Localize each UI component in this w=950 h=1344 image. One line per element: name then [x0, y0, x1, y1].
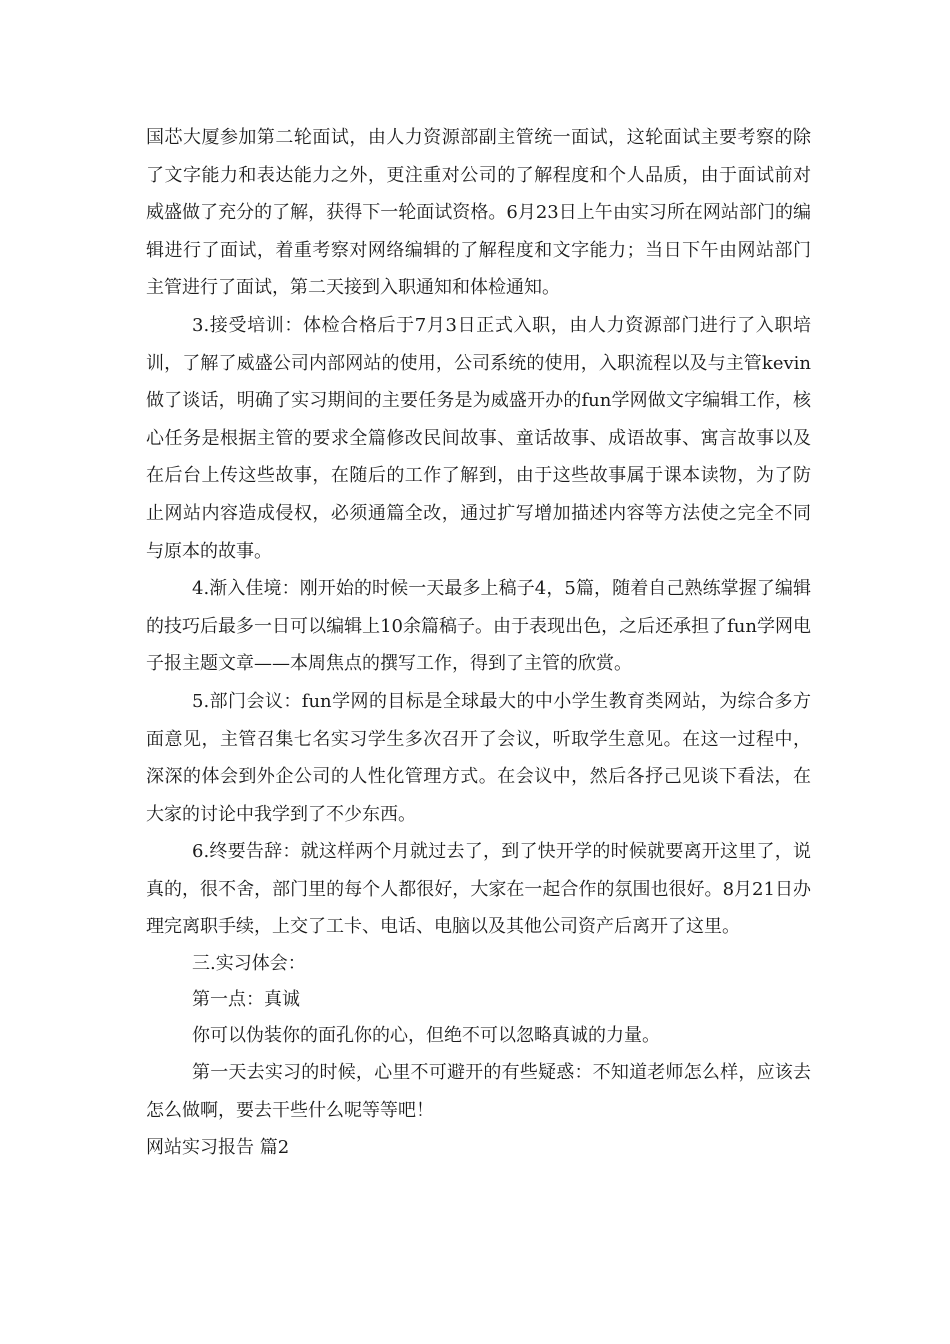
paragraph-meeting: 5.部门会议：fun学网的目标是全球最大的中小学生教育类网站，为综合多方面意见，主管召集七名实习学生多次召开了会议，听取学生意见。在这一过程中，深深的体会到外企公司的人性化管理方式。在会议中，然后各抒己见谈下看法，在大家的讨论中我学到了不少东西。	[146, 690, 811, 825]
paragraph-farewell: 6.终要告辞：就这样两个月就过去了，到了快开学的时候就要离开这里了，说真的，很不舍，部门里的每个人都很好，大家在一起合作的氛围也很好。8月21日办理完离职手续，上交了工卡、电话、电脑以及其他公司资产后离开了这里。	[146, 841, 811, 938]
subheading-sincerity: 第一点：真诚	[192, 989, 300, 1011]
paragraph-first-day: 第一天去实习的时候，心里不可避开的有些疑惑：不知道老师怎么样，应该去怎么做啊，要去干些什么呢等等吧！	[146, 1062, 811, 1121]
section-heading-experience: 三.实习体会：	[192, 953, 306, 975]
paragraph-interview: 国芯大厦参加第二轮面试，由人力资源部副主管统一面试，这轮面试主要考察的除了文字能力和表达能力之外，更注重对公司的了解程度和个人品质，由于面试前对威盛做了充分的了解，获得下一轮面试资格。6月23日上午由实习所在网站部门的编辑进行了面试，着重考察对网络编辑的了解程度和文字能力；当日下午由网站部门主管进行了面试，第二天接到入职通知和体检通知。	[146, 127, 811, 299]
paragraph-progress: 4.渐入佳境：刚开始的时候一天最多上稿子4，5篇，随着自己熟练掌握了编辑的技巧后最多一日可以编辑上10余篇稿子。由于表现出色，之后还承担了fun学网电子报主题文章——本周焦点的撰写工作，得到了主管的欣赏。	[146, 578, 811, 675]
section-title-report-2: 网站实习报告 篇2	[146, 1137, 290, 1159]
paragraph-training: 3.接受培训：体检合格后于7月3日正式入职，由人力资源部门进行了入职培训，了解了威盛公司内部网站的使用，公司系统的使用，入职流程以及与主管kevin做了谈话，明确了实习期间的主要任务是为威盛开办的fun学网做文字编辑工作，核心任务是根据主管的要求全篇修改民间故事、童话故事、成语故事、寓言故事以及在后台上传这些故事，在随后的工作了解到，由于这些故事属于课本读物，为了防止网站内容造成侵权，必须通篇全改，通过扩写增加描述内容等方法使之完全不同与原本的故事。	[146, 314, 811, 562]
paragraph-sincerity-quote: 你可以伪装你的面孔你的心，但绝不可以忽略真诚的力量。	[192, 1025, 660, 1047]
document-body	[146, 119, 811, 1167]
